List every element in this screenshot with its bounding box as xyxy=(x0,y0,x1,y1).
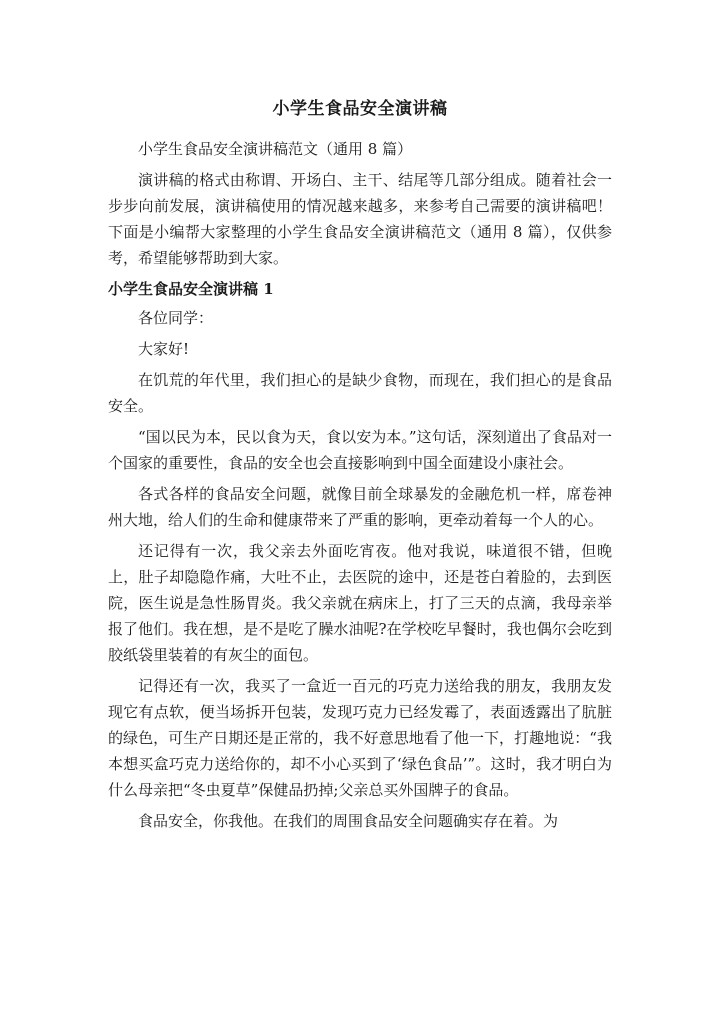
intro-paragraph: 演讲稿的格式由称谓、开场白、主干、结尾等几部分组成。随着社会一步步向前发展，演讲稿使用的情况越来越多，来参考自己需要的演讲稿吧！下面是小编帮大家整理的小学生食品安全演讲稿范文（通用 8 篇），仅供参考，希望能够帮助到大家。 xyxy=(108,171,612,267)
body-paragraph: 食品安全，你我他。在我们的周围食品安全问题确实存在着。为 xyxy=(138,812,559,830)
body-paragraph: 大家好! xyxy=(138,340,190,358)
body-paragraph: “国以民为本，民以食为天，食以安为本。”这句话，深刻道出了食品对一个国家的重要性，食品的安全也会直接影响到中国全面建设小康社会。 xyxy=(108,428,612,472)
document-subtitle: 小学生食品安全演讲稿范文（通用 8 篇） xyxy=(138,140,413,158)
document-title: 小学生食品安全演讲稿 xyxy=(272,99,448,119)
body-paragraph: 在饥荒的年代里，我们担心的是缺少食物，而现在，我们担心的是食品安全。 xyxy=(108,371,612,415)
document-body xyxy=(108,136,612,839)
body-paragraph: 各位同学： xyxy=(138,309,214,327)
body-paragraph: 各式各样的食品安全问题，就像目前全球暴发的金融危机一样，席卷神州大地，给人们的生命和健康带来了严重的影响，更牵动着每一个人的心。 xyxy=(108,485,612,529)
section-heading: 小学生食品安全演讲稿 1 xyxy=(108,280,274,298)
body-paragraph: 记得还有一次，我买了一盒近一百元的巧克力送给我的朋友，我朋友发现它有点软，便当场拆开包装，发现巧克力已经发霉了，表面透露出了肮脏的绿色，可生产日期还是正常的，我不好意思地看了他一下，打趣地说：“我本想买盒巧克力送给你的，却不小心买到了‘绿色食品’”。这时，我才明白为什么母亲把“冬虫夏草”保健品扔掉;父亲总买外国牌子的食品。 xyxy=(108,677,612,799)
body-paragraph: 还记得有一次，我父亲去外面吃宵夜。他对我说，味道很不错，但晚上，肚子却隐隐作痛，大吐不止，去医院的途中，还是苍白着脸的，去到医院，医生说是急性肠胃炎。我父亲就在病床上，打了三天的点滴，我母亲举报了他们。我在想，是不是吃了臊水油呢?在学校吃早餐时，我也偶尔会吃到胶纸袋里装着的有灰尘的面包。 xyxy=(108,542,612,664)
